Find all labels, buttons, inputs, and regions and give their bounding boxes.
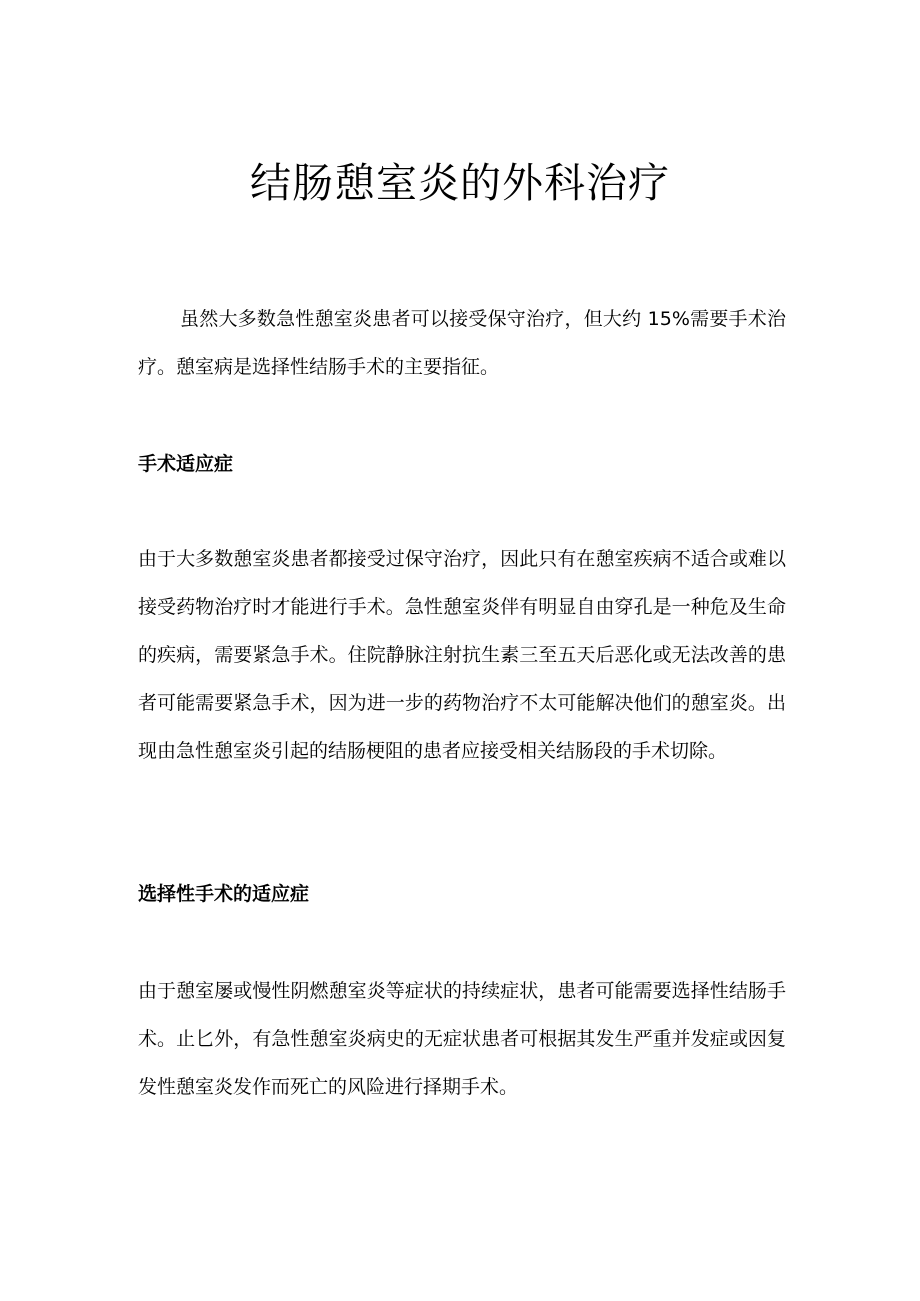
section-heading-elective: 选择性手术的适应症 [138, 883, 310, 905]
section-heading-indications: 手术适应症 [138, 453, 234, 475]
document-title: 结肠憩室炎的外科治疗 [250, 159, 670, 207]
section-body-elective: 由于憩室屡或慢性阴燃憩室炎等症状的持续症状，患者可能需要选择性结肠手术。止匕外，有急性憩室炎病史的无症状患者可根据其发生严重并发症或因复发性憩室炎发作而死亡的风险进行择期手术。 [138, 980, 786, 1098]
section-body-indications: 由于大多数憩室炎患者都接受过保守治疗，因此只有在憩室疾病不适合或难以接受药物治疗时才能进行手术。急性憩室炎伴有明显自由穿孔是一种危及生命的疾病，需要紧急手术。住院静脉注射抗生素三至五天后恶化或无法改善的患者可能需要紧急手术，因为进一步的药物治疗不太可能解决他们的憩室炎。出现由急性憩室炎引起的结肠梗阻的患者应接受相关结肠段的手术切除。 [138, 548, 786, 762]
intro-paragraph: 虽然大多数急性憩室炎患者可以接受保守治疗，但大约 15%需要手术治疗。憩室病是选择性结肠手术的主要指征。 [138, 308, 786, 378]
